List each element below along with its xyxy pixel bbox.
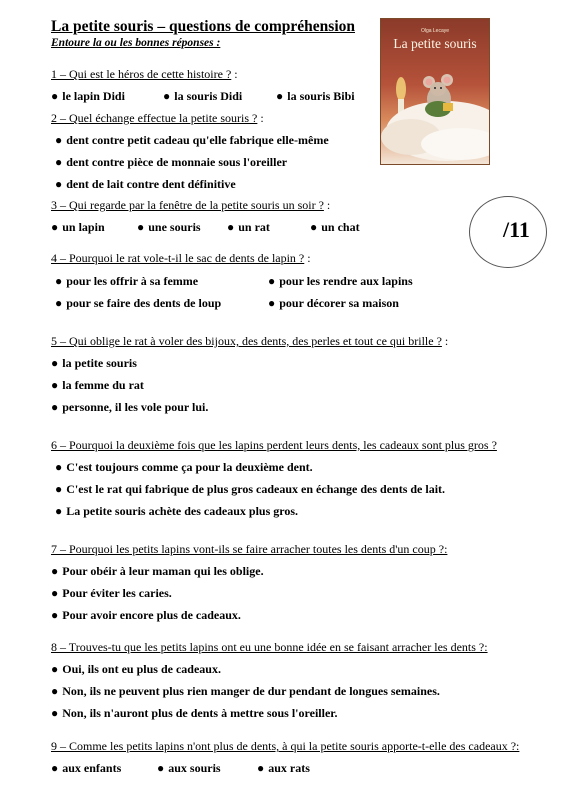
answer-6a[interactable]: ● C'est toujours comme ça pour la deuxième dent. <box>55 460 313 474</box>
answer-5a[interactable]: ● la petite souris <box>51 356 137 370</box>
answer-1b[interactable]: ● la souris Didi <box>163 89 243 103</box>
answer-4d[interactable]: ● pour décorer sa maison <box>268 296 399 310</box>
answer-8c[interactable]: ● Non, ils n'auront plus de dents à mettre sous l'oreiller. <box>51 706 338 720</box>
score-text: /11 <box>503 217 530 242</box>
question-9: 9 – Comme les petits lapins n'ont plus de dents, à qui la petite souris apporte-t-elle des cadeaux ?: <box>51 739 520 753</box>
answer-6b[interactable]: ● C'est le rat qui fabrique de plus gros cadeaux en échange des dents de lait. <box>55 482 446 496</box>
cover-title: La petite souris <box>393 36 477 51</box>
mouse-illustration <box>381 19 489 164</box>
answer-9c[interactable]: ● aux rats <box>257 761 310 775</box>
question-6: 6 – Pourquoi la deuxième fois que les lapins perdent leurs dents, les cadeaux sont plus gros ? <box>51 438 497 452</box>
answer-3a[interactable]: ● un lapin <box>51 220 105 234</box>
answer-2a[interactable]: ● dent contre petit cadeau qu'elle fabrique elle-même <box>55 133 329 147</box>
question-4: 4 – Pourquoi le rat vole-t-il le sac de dents de lapin ? : <box>51 251 311 265</box>
question-5: 5 – Qui oblige le rat à voler des bijoux, des dents, des perles et tout ce qui brille ? : <box>51 334 449 348</box>
answer-9b[interactable]: ● aux souris <box>157 761 221 775</box>
book-cover-image <box>380 18 490 165</box>
answer-3b[interactable]: ● une souris <box>137 220 201 234</box>
answer-6c[interactable]: ● La petite souris achète des cadeaux plus gros. <box>55 504 299 518</box>
answer-4b[interactable]: ● pour les rendre aux lapins <box>268 274 413 288</box>
answer-5b[interactable]: ● la femme du rat <box>51 378 144 392</box>
question-7: 7 – Pourquoi les petits lapins vont-ils se faire arracher toutes les dents d'un coup ?: <box>51 542 448 556</box>
answer-2c[interactable]: ● dent de lait contre dent définitive <box>55 177 236 191</box>
answer-9a[interactable]: ● aux enfants <box>51 761 122 775</box>
answer-2b[interactable]: ● dent contre pièce de monnaie sous l'oreiller <box>55 155 288 169</box>
page-title: La petite souris – questions de compréhension <box>51 18 355 35</box>
answer-3c[interactable]: ● un rat <box>227 220 270 234</box>
score-circle <box>469 196 547 268</box>
instruction: Entoure la ou les bonnes réponses : <box>51 37 221 49</box>
answer-1c[interactable]: ● la souris Bibi <box>276 89 355 103</box>
cover-author: Olga Lecaye <box>420 28 450 34</box>
question-3: 3 – Qui regarde par la fenêtre de la petite souris un soir ? : <box>51 198 331 212</box>
answer-7c[interactable]: ● Pour avoir encore plus de cadeaux. <box>51 608 241 622</box>
answer-1a[interactable]: ● le lapin Didi <box>51 89 125 103</box>
answer-8b[interactable]: ● Non, ils ne peuvent plus rien manger de dur pendant de longues semaines. <box>51 684 440 698</box>
answer-8a[interactable]: ● Oui, ils ont eu plus de cadeaux. <box>51 662 221 676</box>
question-8: 8 – Trouves-tu que les petits lapins ont eu une bonne idée en se faisant arracher les dents ?: <box>51 640 488 654</box>
answer-7b[interactable]: ● Pour éviter les caries. <box>51 586 172 600</box>
answer-4c[interactable]: ● pour se faire des dents de loup <box>55 296 222 310</box>
answer-7a[interactable]: ● Pour obéir à leur maman qui les oblige. <box>51 564 264 578</box>
question-2: 2 – Quel échange effectue la petite souris ? : <box>51 111 264 125</box>
answer-3d[interactable]: ● un chat <box>310 220 360 234</box>
answer-5c[interactable]: ● personne, il les vole pour lui. <box>51 400 209 414</box>
question-1: 1 – Qui est le héros de cette histoire ? : <box>51 67 238 81</box>
answer-4a[interactable]: ● pour les offrir à sa femme <box>55 274 199 288</box>
